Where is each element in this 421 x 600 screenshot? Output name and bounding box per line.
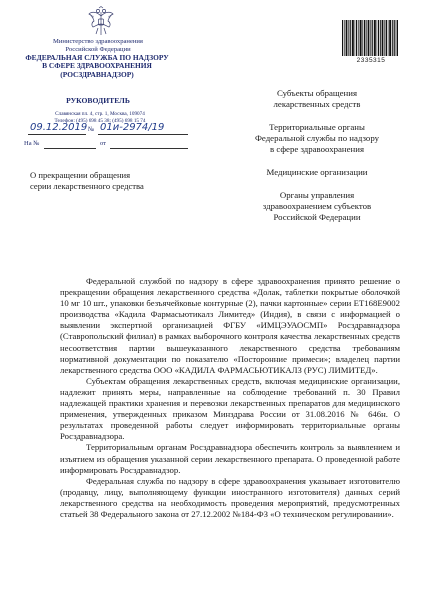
date-underline bbox=[28, 134, 86, 135]
head-title: РУКОВОДИТЕЛЬ bbox=[66, 96, 130, 105]
addressee bbox=[232, 190, 402, 223]
addressee-line: Органы управления bbox=[279, 190, 355, 200]
letter-body bbox=[60, 276, 400, 520]
reference-number-underline bbox=[44, 148, 96, 149]
barcode bbox=[342, 20, 398, 56]
body-paragraph: Территориальным органам Росздравнадзора обеспечить контроль за выявлением и изъятием из обращения указанной серии лекарственного препарата. О проведенной работе информировать Росздравнадзор. bbox=[60, 442, 400, 475]
addressee-line: Субъекты обращения bbox=[276, 88, 358, 98]
ministry-line: Министерство здравоохранения bbox=[53, 38, 143, 45]
reference-date-label: от bbox=[100, 140, 107, 147]
addressee bbox=[232, 88, 402, 110]
registration-number-label: № bbox=[88, 126, 95, 133]
registration-date: 09.12.2019 bbox=[30, 122, 88, 133]
ministry-name bbox=[30, 38, 166, 53]
phone-line: Телефон: (495) 698 45 38; (495) 698 15 74 bbox=[54, 118, 146, 124]
service-line: ФЕДЕРАЛЬНАЯ СЛУЖБА ПО НАДЗОРУ bbox=[25, 53, 169, 62]
addressee-line: Медицинские организации bbox=[266, 167, 368, 177]
ministry-line: Российской Федерации bbox=[65, 45, 131, 53]
double-headed-eagle-emblem-icon bbox=[88, 6, 114, 36]
body-paragraph: Субъектам обращения лекарственных средств, включая медицинские организации, надлежит принять меры, направленные на соблюдение требований п. 30 Правил надлежащей практики хранения и перевозки лекарственных препаратов для медицинского применения, утвержденных приказом Минздрава России от 31.08.2016 № 646н. О результатах проведенной работы следует информировать территориальные органы Росздравнадзора. bbox=[60, 375, 400, 442]
addressee-line: лекарственных средств bbox=[273, 99, 361, 109]
addressee bbox=[232, 167, 402, 178]
subject-line: О прекращении обращения bbox=[30, 170, 131, 180]
addressee-list bbox=[232, 88, 402, 235]
addressee-line: здравоохранением субъектов bbox=[262, 201, 372, 211]
addressee-line: Территориальные органы bbox=[269, 122, 365, 132]
service-line: (РОСЗДРАВНАДЗОР) bbox=[60, 69, 134, 79]
addressee-line: Федеральной службы по надзору bbox=[254, 133, 380, 143]
barcode-number: 2335315 bbox=[356, 57, 386, 64]
addressee-line: Российской Федерации bbox=[273, 212, 361, 222]
service-line: В СФЕРЕ ЗДРАВООХРАНЕНИЯ bbox=[42, 61, 152, 71]
body-paragraph: Федеральная служба по надзору в сфере здравоохранения указывает изготовителю (продавцу, лицу, выполняющему функции иностранного изготовителя) данных серий лекарственного средства на необходимость проведения мероприятий, предусмотренных статьей 38 Федерального закона от 27.12.2002 №184-ФЗ «О техническом регулировании». bbox=[60, 475, 400, 519]
reference-number-label: На № bbox=[24, 140, 40, 147]
addressee-line: в сфере здравоохранения bbox=[269, 144, 364, 154]
body-paragraph: Федеральной службой по надзору в сфере здравоохранения принято решение о прекращении обращения лекарственного средства «Долак, таблетки покрытые оболочкой 10 мг 10 шт., упаковки безъячейковые контурные (2), пачки картонные» серии ET168E9002 производства «Кадила Фармасьютикалз Лимитед» (Индия), в связи с информацией о выявлении экспертной организацией ФГБУ «ИМЦЭУАОСМП» Росздравнадзора (Ставропольский филиал) в рамках выборочного контроля качества лекарственных средств несоответствия партии вышеуказанного лекарственного средства требованиям нормативной документации по показателю «Посторонние примеси»; владелец партии лекарственного средства ООО «КАДИЛА ФАРМАСЬЮТИКАЛЗ (РУС) ЛИМИТЕД». bbox=[60, 276, 400, 375]
letter-subject bbox=[30, 170, 190, 192]
reference-date-underline bbox=[110, 148, 188, 149]
subject-line: серии лекарственного средства bbox=[30, 181, 144, 191]
service-name bbox=[22, 54, 172, 79]
addressee bbox=[232, 122, 402, 155]
registration-number: 01и-2974/19 bbox=[100, 122, 165, 133]
address-line: Славянская пл. 4, стр. 1, Москва, 109074 bbox=[55, 111, 145, 117]
number-underline bbox=[98, 134, 188, 135]
